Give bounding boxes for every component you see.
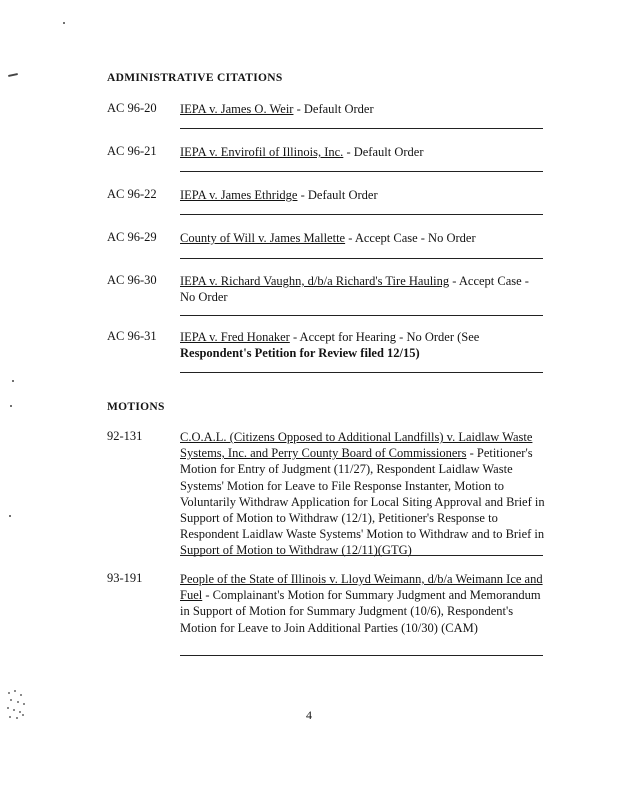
separator-rule xyxy=(180,315,543,316)
case-number: AC 96-31 xyxy=(107,329,157,343)
case-caption: IEPA v. James O. Weir xyxy=(180,102,294,116)
scan-speck xyxy=(9,515,11,517)
scan-speck xyxy=(12,380,14,382)
entry-body xyxy=(180,429,547,559)
case-disposition: - Default Order xyxy=(297,188,378,202)
case-disposition: - Accept Case - No Order xyxy=(180,274,529,305)
case-caption: IEPA v. James Ethridge xyxy=(180,188,298,202)
case-note-bold: Respondent's Petition for Review filed 12/15) xyxy=(180,346,420,361)
entry-body xyxy=(180,230,547,246)
separator-rule xyxy=(180,372,543,373)
case-caption: County of Will v. James Mallette xyxy=(180,231,346,245)
case-number: AC 96-30 xyxy=(107,273,157,287)
page-number: 4 xyxy=(306,708,312,722)
case-number: 92-131 xyxy=(107,429,143,443)
motion-description: - Complainant's Motion for Summary Judgment and Memorandum in Support of Motion for Summary Judgment (10/6), Respondent's Motion for Leave to Join Additional Parties (10/30) (CAM) xyxy=(180,588,541,635)
separator-rule xyxy=(180,171,543,172)
separator-rule xyxy=(180,655,543,656)
scan-speck xyxy=(8,73,18,77)
case-caption: IEPA v. Richard Vaughn, d/b/a Richard's Tire Hauling xyxy=(180,274,450,288)
case-number: AC 96-22 xyxy=(107,187,157,201)
section-heading-motions: MOTIONS xyxy=(107,401,165,413)
case-caption: C.O.A.L. (Citizens Opposed to Additional Landfills) v. Laidlaw Waste Systems, Inc. and Perry County Board of Commissioners xyxy=(180,430,533,461)
scan-speck xyxy=(63,22,65,24)
section-heading-administrative-citations: ADMINISTRATIVE CITATIONS xyxy=(107,72,283,84)
case-number: 93-191 xyxy=(107,571,143,585)
entry-body xyxy=(180,273,547,305)
entry-body xyxy=(180,144,547,160)
case-disposition: - Accept Case - No Order xyxy=(345,231,476,245)
case-caption: IEPA v. Envirofil of Illinois, Inc. xyxy=(180,145,344,159)
separator-rule xyxy=(180,555,543,556)
case-disposition: - Default Order xyxy=(293,102,374,116)
case-disposition: - Accept for Hearing - No Order (See xyxy=(289,330,480,344)
motion-description: - Petitioner's Motion for Entry of Judgment (11/27), Respondent Laidlaw Waste Systems' Motion for Leave to File Response Instanter, Motion to Voluntarily Withdraw Application for Local Siting Approval and Brief in Support of Motion to Withdraw (12/1), Petitioner's Response to Respondent Laidlaw Waste Systems' Motion to Withdraw and to Brief in Support of Motion to Withdraw (12/11)(GTG) xyxy=(180,446,545,558)
case-number: AC 96-21 xyxy=(107,144,157,158)
separator-rule xyxy=(180,214,543,215)
entry-body xyxy=(180,571,547,636)
entry-body xyxy=(180,101,547,117)
case-caption: IEPA v. Fred Honaker xyxy=(180,330,290,344)
case-disposition: - Default Order xyxy=(343,145,424,159)
separator-rule xyxy=(180,258,543,259)
scan-speck xyxy=(10,405,12,407)
entry-body xyxy=(180,187,547,203)
case-number: AC 96-29 xyxy=(107,230,157,244)
case-caption: People of the State of Illinois v. Lloyd Weimann, d/b/a Weimann Ice and Fuel xyxy=(180,572,543,603)
case-number: AC 96-20 xyxy=(107,101,157,115)
separator-rule xyxy=(180,128,543,129)
entry-body xyxy=(180,329,547,361)
scan-noise xyxy=(6,690,26,720)
